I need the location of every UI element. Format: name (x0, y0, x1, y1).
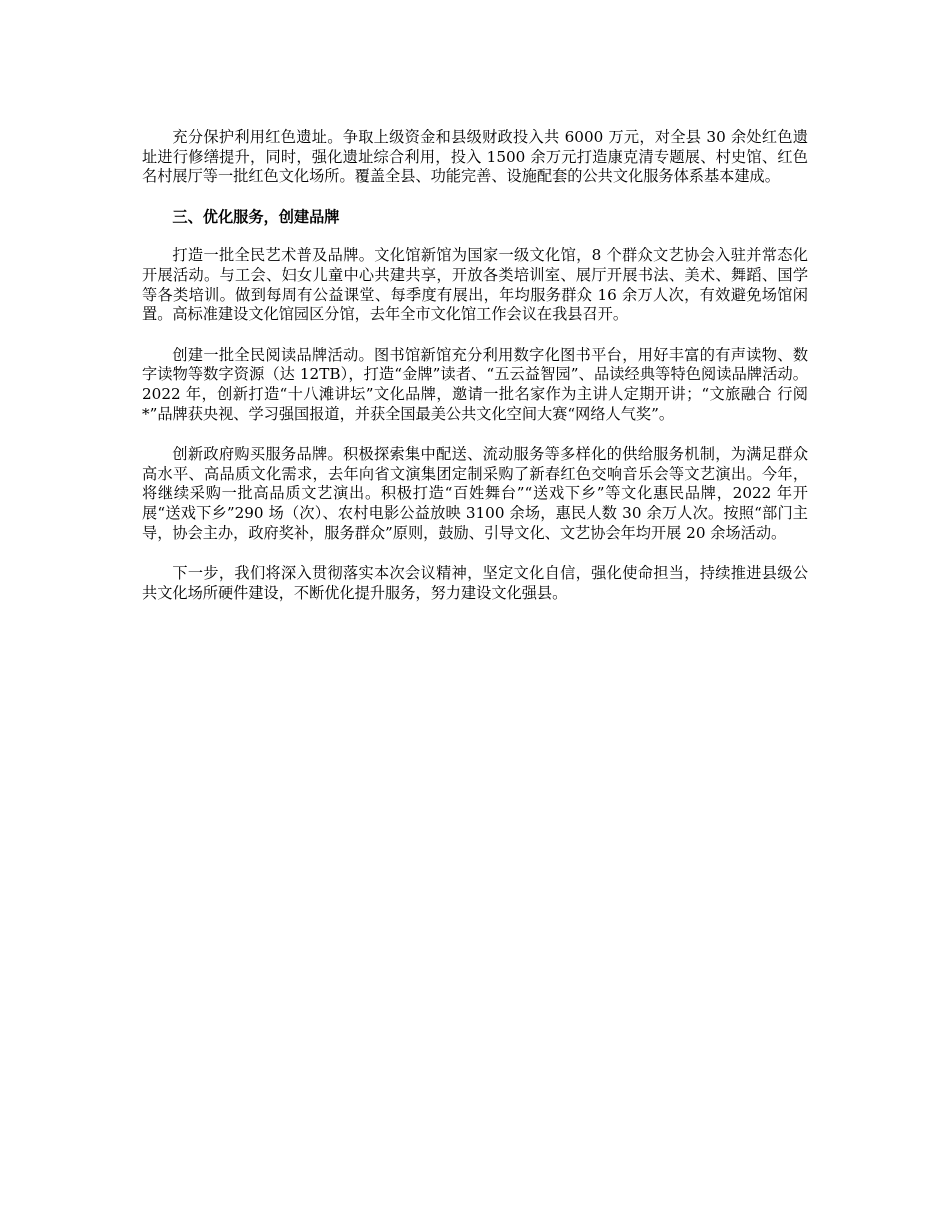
paragraph-art-brand: 打造一批全民艺术普及品牌。文化馆新馆为国家一级文化馆，8 个群众文艺协会入驻并常态化开展活动。与工会、妇女儿童中心共建共享，开放各类培训室、展厅开展书法、美术、舞蹈、国学等各类培训。做到每周有公益课堂、每季度有展出，年均服务群众 16 余万人次，有效避免场馆闲置。高标准建设文化馆园区分馆，去年全市文化馆工作会议在我县召开。 (142, 246, 808, 324)
paragraph-red-sites: 充分保护利用红色遗址。争取上级资金和县级财政投入共 6000 万元，对全县 30 余处红色遗址进行修缮提升，同时，强化遗址综合利用，投入 1500 余万元打造康克清专题展、村史馆、红色名村展厅等一批红色文化场所。覆盖全县、功能完善、设施配套的公共文化服务体系基本建成。 (142, 128, 808, 186)
paragraph-service-purchase: 创新政府购买服务品牌。积极探索集中配送、流动服务等多样化的供给服务机制，为满足群众高水平、高品质文化需求，去年向省文演集团定制采购了新春红色交响音乐会等文艺演出。今年，将继续采购一批高品质文艺演出。积极打造“百姓舞台”“送戏下乡”等文化惠民品牌，2022 年开展“送戏下乡”290 场（次）、农村电影公益放映 3100 余场，惠民人数 30 余万人次。按照“部门主导，协会主办，政府奖补，服务群众”原则，鼓励、引导文化、文艺协会年均开展 20 余场活动。 (142, 445, 808, 542)
document-page (142, 128, 808, 624)
section-heading-3: 三、优化服务，创建品牌 (172, 207, 340, 226)
paragraph-reading-brand: 创建一批全民阅读品牌活动。图书馆新馆充分利用数字化图书平台，用好丰富的有声读物、数字读物等数字资源（达 12TB），打造“金牌”读者、“五云益智园”、品读经典等特色阅读品牌活动。2022 年，创新打造“十八滩讲坛”文化品牌，邀请一批名家作为主讲人定期开讲；“文旅融合 行阅*”品牌获央视、学习强国报道，并获全国最美公共文化空间大赛“网络人气奖”。 (142, 345, 808, 423)
paragraph-next-step: 下一步，我们将深入贯彻落实本次会议精神，坚定文化自信，强化使命担当，持续推进县级公共文化场所硬件建设，不断优化提升服务，努力建设文化强县。 (142, 564, 808, 602)
